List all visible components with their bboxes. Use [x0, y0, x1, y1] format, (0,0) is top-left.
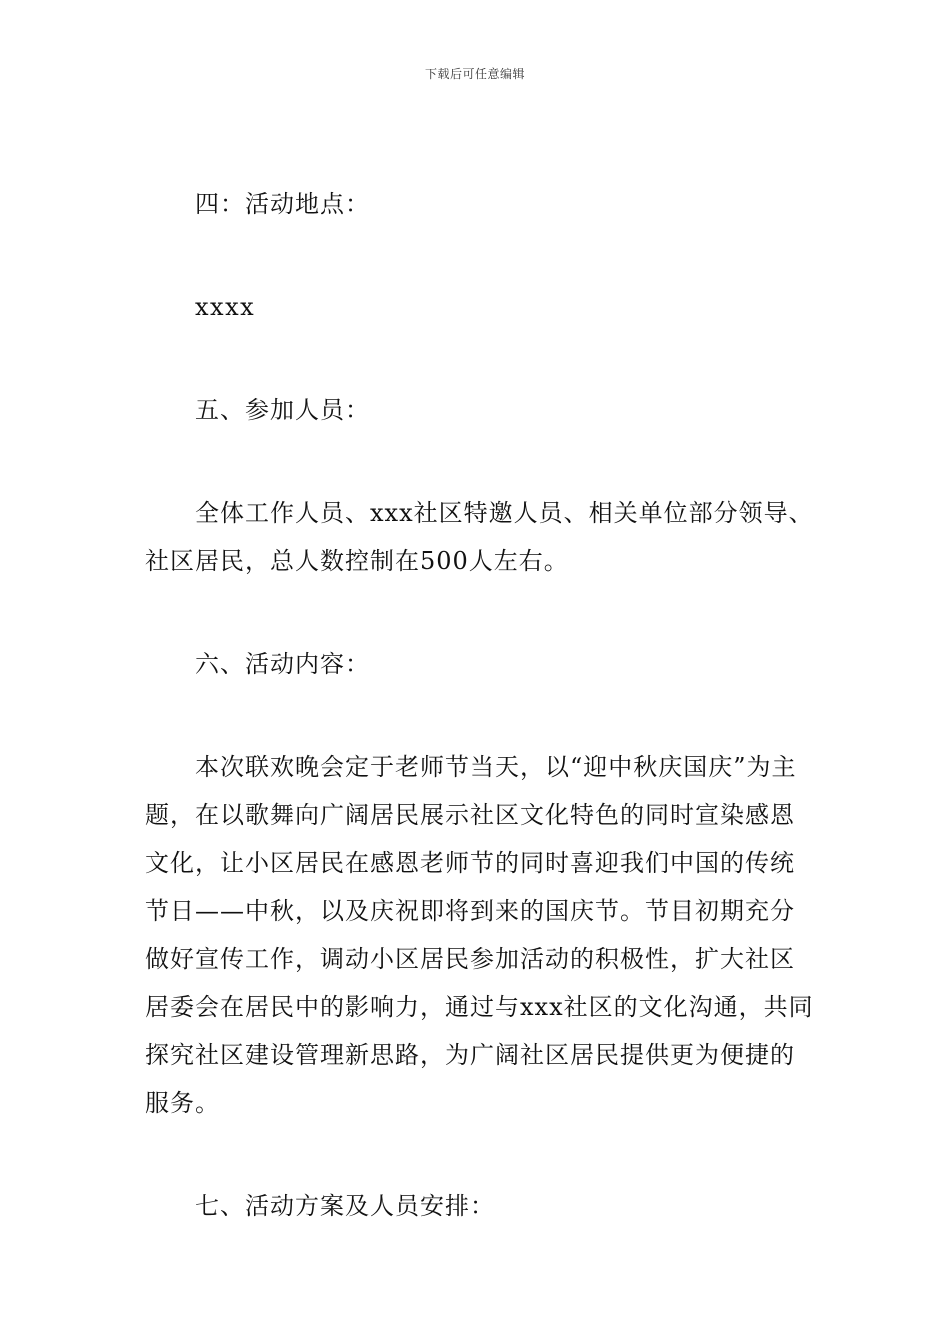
section-heading-plan: 七、活动方案及人员安排：	[195, 1192, 495, 1220]
page-header: 下载后可任意编辑	[424, 67, 525, 81]
content-paragraph: 本次联欢晚会定于老师节当天，以“迎中秋庆国庆”为主题，在以歌舞向广阔居民展示社区文化特色的同时宣染感恩文化，让小区居民在感恩老师节的同时喜迎我们中国的传统节日——中秋，以及庆祝即将到来的国庆节。节目初期充分做好宣传工作，调动小区居民参加活动的积极性，扩大社区居委会在居民中的影响力，通过与xxx社区的文化沟通，共同探究社区建设管理新思路，为广阔社区居民提供更为便捷的服务。	[145, 753, 814, 1117]
section-heading-location: 四：活动地点：	[195, 190, 370, 218]
section-heading-content: 六、活动内容：	[195, 650, 370, 678]
section-heading-participants: 五、参加人员：	[195, 396, 370, 424]
document-content	[145, 180, 815, 1285]
location-value: xxxx	[195, 293, 256, 321]
participants-paragraph: 全体工作人员、xxx社区特邀人员、相关单位部分领导、社区居民，总人数控制在500人左右。	[145, 499, 814, 575]
